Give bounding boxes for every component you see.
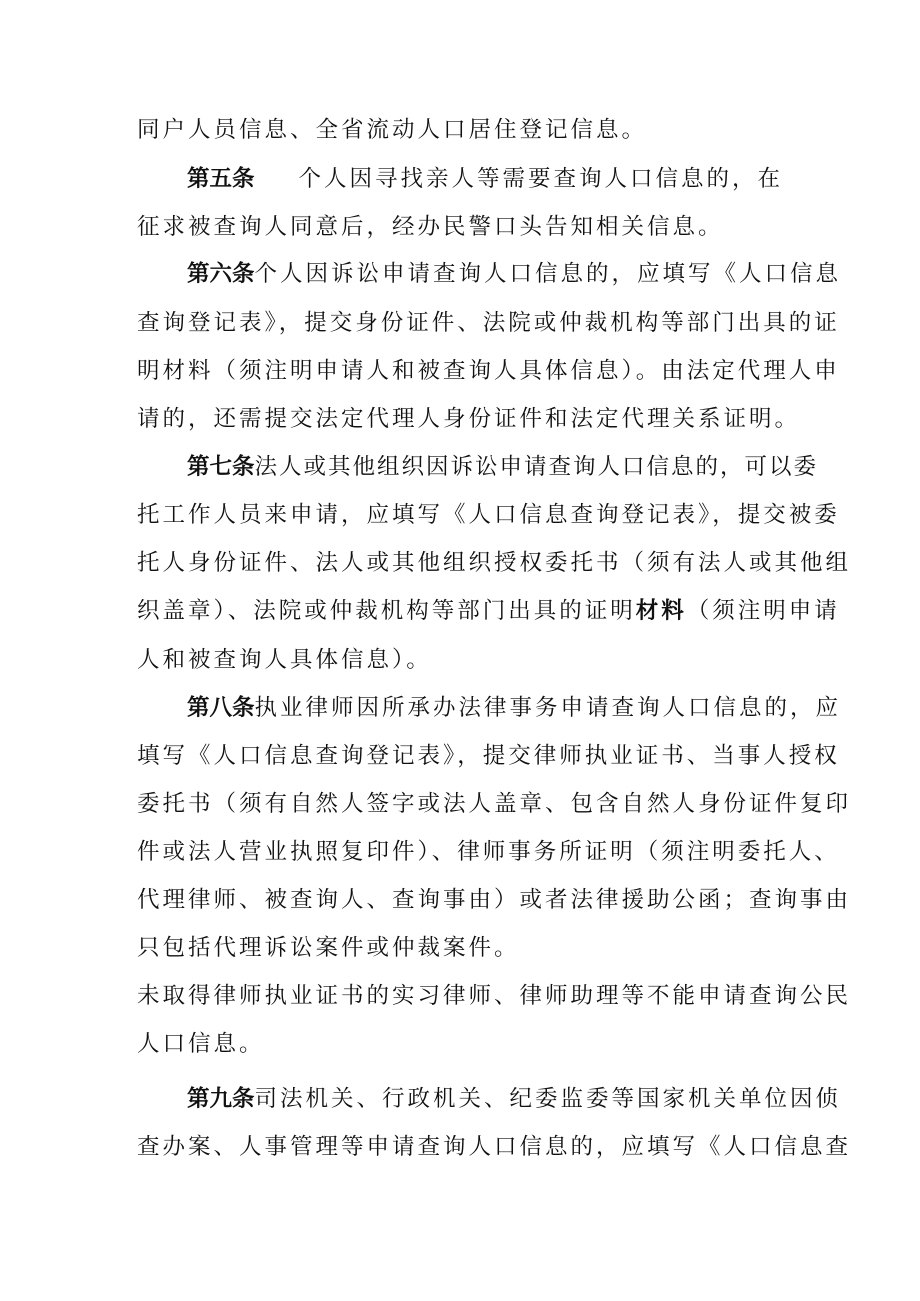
- text-line: 件或法人营业执照复印件）、律师事务所证明（须注明委托人、: [137, 839, 840, 865]
- article-9-heading-line: [187, 1084, 841, 1114]
- article-5-heading-line: [187, 164, 783, 194]
- text-line: 请的，还需提交法定代理人身份证件和法定代理关系证明。: [137, 406, 801, 432]
- text-line: 征求被查询人同意后，经办民警口头告知相关信息。: [137, 214, 724, 240]
- article-text: 司法机关、行政机关、纪委监委等国家机关单位因侦: [254, 1086, 842, 1112]
- text-line: 只包括代理诉讼案件或仲裁案件。: [137, 935, 520, 961]
- text-segment: （须注明申请: [686, 598, 840, 624]
- article-text: 个人因诉讼申请查询人口信息的，应填写《人口信息: [254, 261, 842, 287]
- text-line: 明材料（须注明申请人和被查询人具体信息）。由法定代理人申: [137, 358, 840, 384]
- article-label: 第九条: [187, 1086, 255, 1112]
- text-line: 同户人员信息、全省流动人口居住登记信息。: [137, 117, 648, 143]
- article-6-heading-line: [187, 259, 841, 289]
- text-line: 未取得律师执业证书的实习律师、律师助理等不能申请查询公民: [137, 983, 852, 1009]
- article-text: 法人或其他组织因诉讼申请查询人口信息的，可以委: [254, 454, 819, 480]
- article-label: 第六条: [187, 261, 255, 287]
- article-8-heading-line: [187, 693, 841, 723]
- article-label: 第七条: [187, 454, 255, 480]
- article-label: 第八条: [187, 695, 255, 721]
- text-line: 人口信息。: [137, 1031, 265, 1057]
- text-line: [137, 596, 840, 626]
- text-line: 托人身份证件、法人或其他组织授权委托书（须有法人或其他组: [137, 550, 852, 576]
- bold-word: 材料: [635, 598, 687, 624]
- text-line: 托工作人员来申请，应填写《人口信息查询登记表》，提交被委: [137, 502, 840, 528]
- text-line: 委托书（须有自然人签字或法人盖章、包含自然人身份证件复印: [137, 791, 852, 817]
- text-line: 填写《人口信息查询登记表》，提交律师执业证书、当事人授权: [137, 743, 840, 769]
- text-line: 代理律师、被查询人、查询事由）或者法律援助公函；查询事由: [137, 887, 852, 913]
- text-segment: 织盖章）、法院或仲裁机构等部门出具的证明: [137, 598, 636, 624]
- article-label: 第五条: [187, 166, 255, 192]
- text-line: 人和被查询人具体信息）。: [137, 647, 432, 673]
- text-line: 查询登记表》，提交身份证件、法院或仲裁机构等部门出具的证: [137, 310, 840, 336]
- article-text: 执业律师因所承办法律事务申请查询人口信息的，应: [254, 695, 842, 721]
- article-text: 个人因寻找亲人等需要查询人口信息的，在: [298, 166, 784, 192]
- article-7-heading-line: [187, 452, 818, 482]
- text-line: 查办案、人事管理等申请查询人口信息的，应填写《人口信息查: [137, 1134, 852, 1160]
